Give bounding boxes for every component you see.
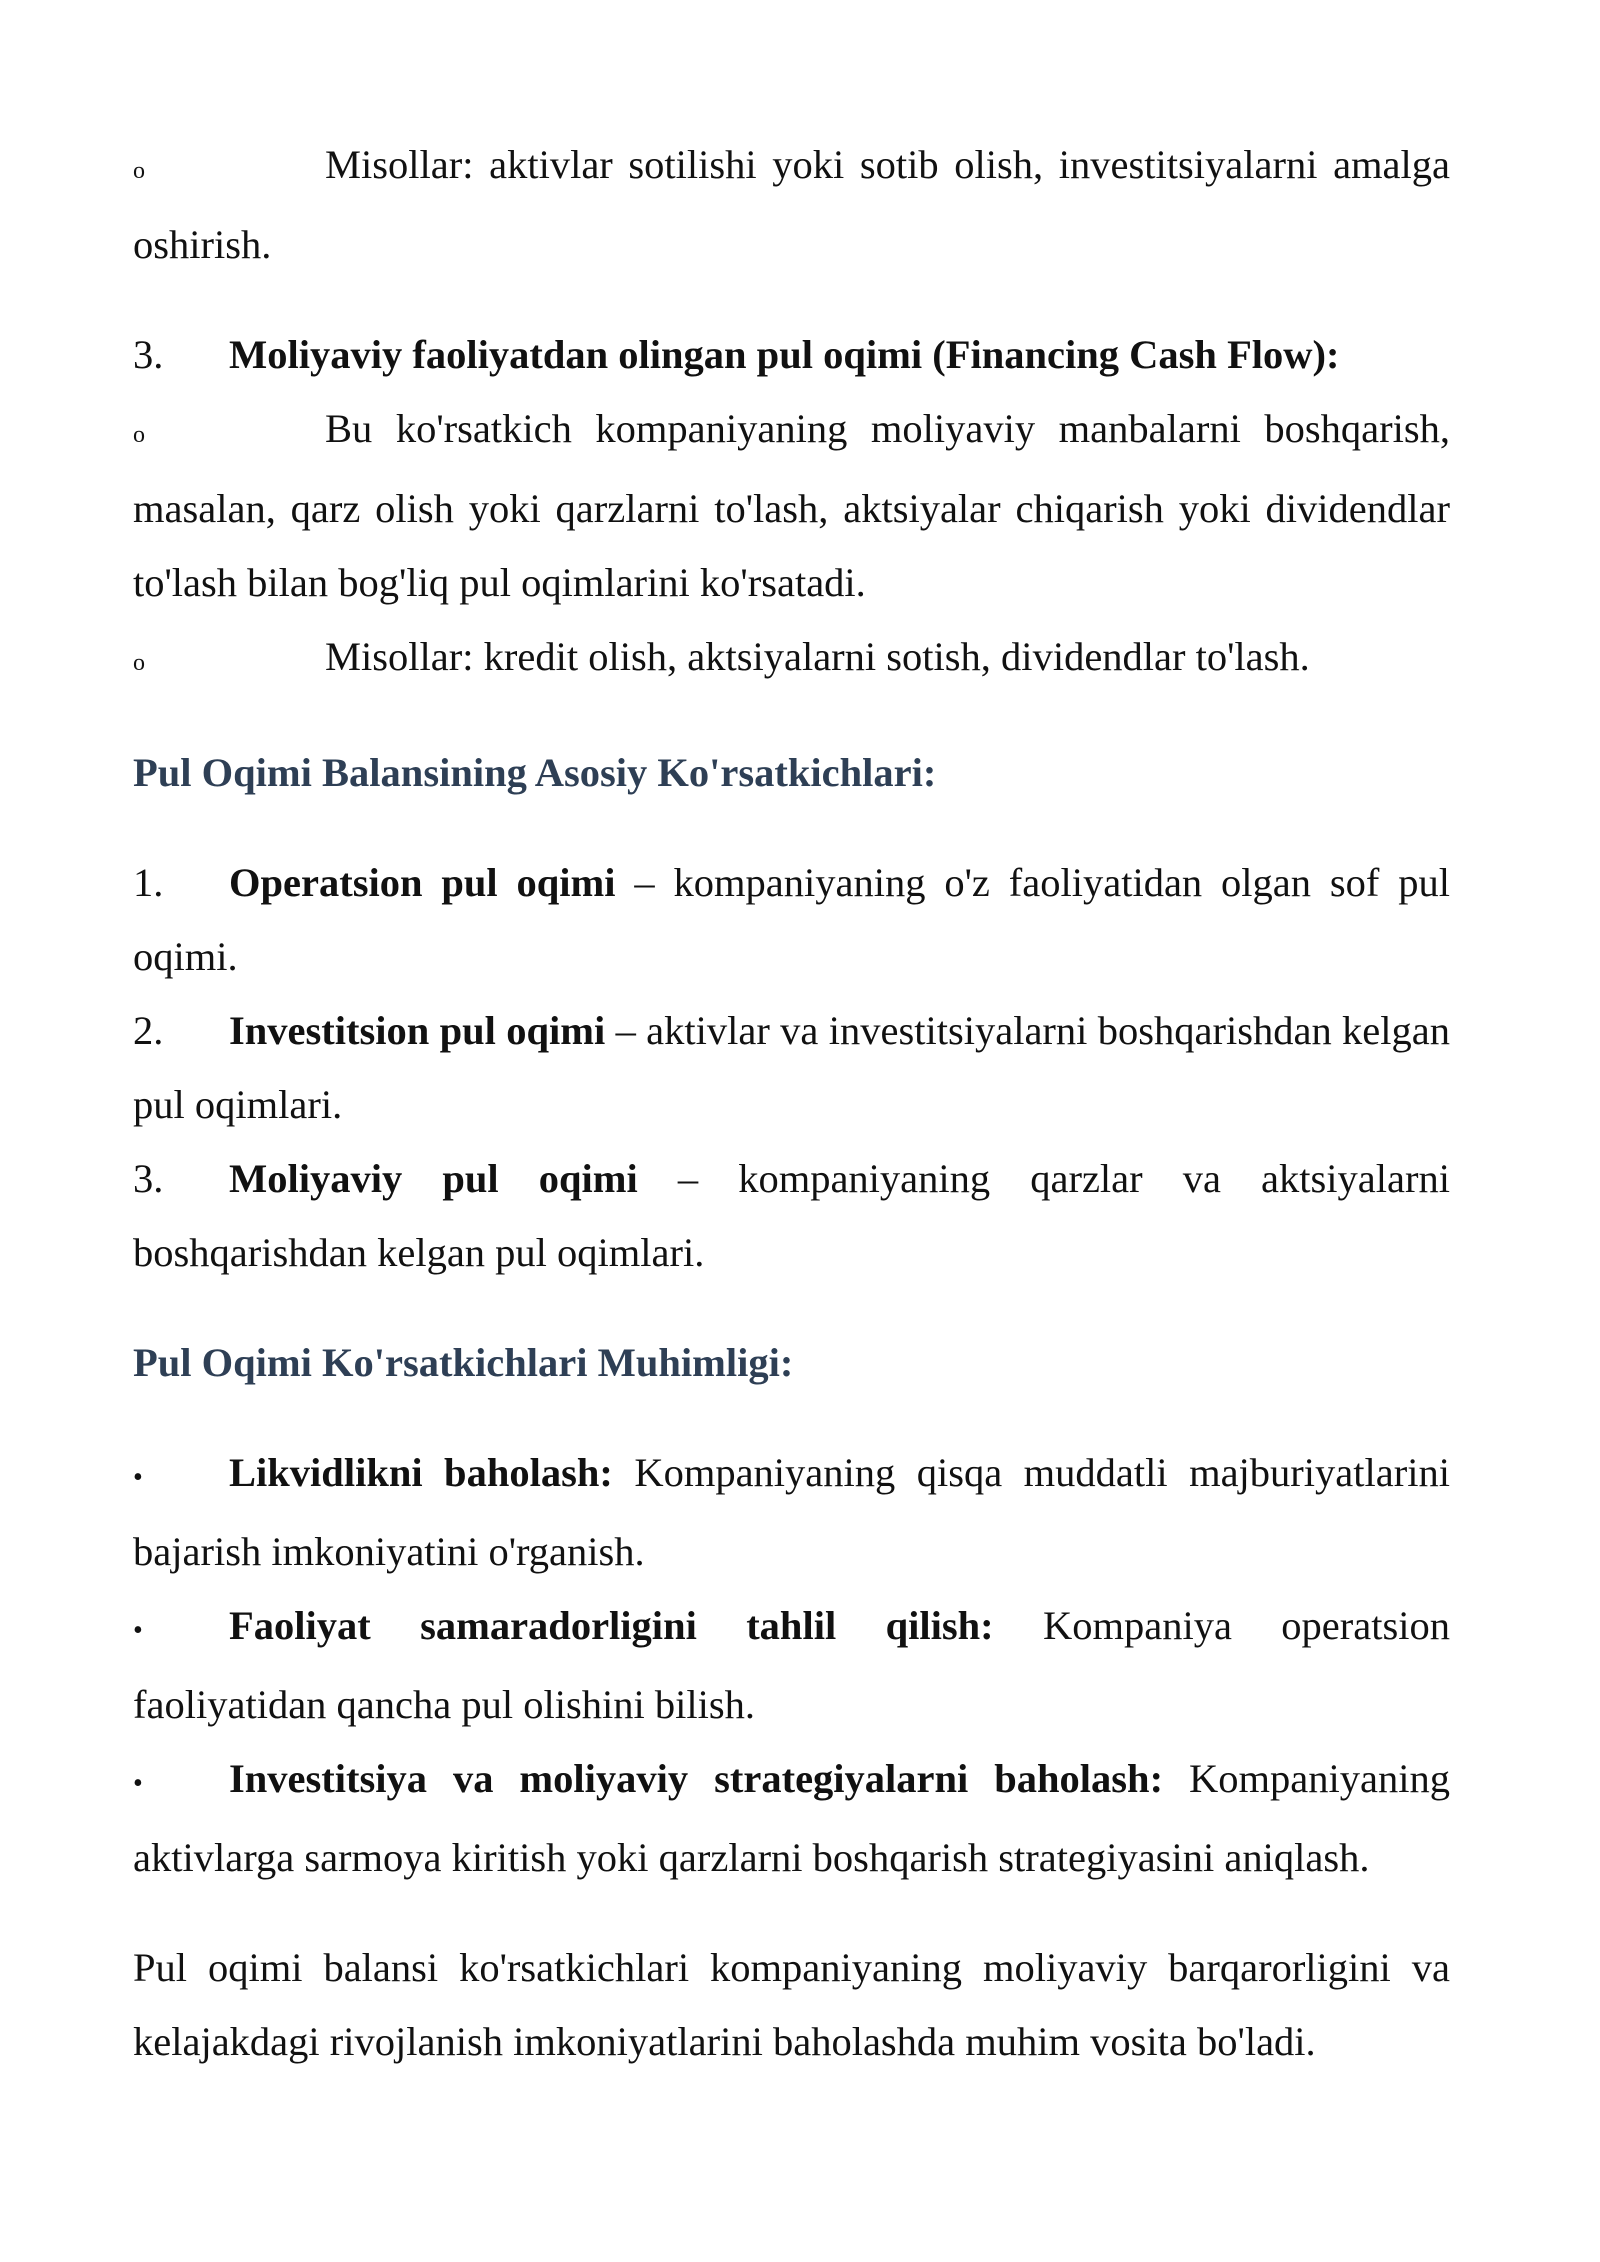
list-number: 3.	[133, 1156, 164, 1201]
bullet-item	[133, 1742, 1450, 1895]
list-item-description: – aktivlar va investitsiyalarni boshqarishdan kelgan pul oqimlari.	[133, 1008, 1450, 1127]
bullet-item-description: Kompaniya operatsion faoliyatidan qancha pul olishini bilish.	[133, 1603, 1450, 1727]
financing-examples-text: Misollar: kredit olish, aktsiyalarni sotish, dividendlar to'lash.	[325, 634, 1310, 679]
bullet-item-term: Likvidlikni baholash:	[229, 1450, 613, 1495]
list-number: 1.	[133, 860, 164, 905]
sub-bullet-marker: o	[133, 650, 145, 676]
bullet-item-description: Kompaniyaning aktivlarga sarmoya kiritish yoki qarzlarni boshqarish strategiyasini aniqlash.	[133, 1756, 1450, 1880]
bullet-marker: •	[133, 1462, 143, 1493]
sub-bullet-marker: o	[133, 422, 145, 448]
financing-cash-flow-item	[133, 318, 1450, 392]
bullet-item-term: Faoliyat samaradorligini tahlil qilish:	[229, 1603, 994, 1648]
list-item	[133, 1142, 1450, 1290]
list-item-term: Operatsion pul oqimi	[229, 860, 616, 905]
financing-description-item	[133, 392, 1450, 620]
list-item	[133, 994, 1450, 1142]
financing-description-text: Bu ko'rsatkich kompaniyaning moliyaviy manbalarni boshqarish, masalan, qarz olish yoki qarzlarni to'lash, aktsiyalar chiqarish yoki dividendlar to'lash bilan bog'liq pul oqimlarini ko'rsatadi.	[133, 406, 1450, 605]
section-heading-main-indicators: Pul Oqimi Balansining Asosiy Ko'rsatkichlari:	[133, 750, 937, 795]
financing-cash-flow-title: Moliyaviy faoliyatdan olingan pul oqimi (Financing Cash Flow):	[229, 332, 1340, 377]
sub-bullet-marker: o	[133, 158, 145, 184]
conclusion-paragraph: Pul oqimi balansi ko'rsatkichlari kompaniyaning moliyaviy barqarorligini va kelajakdagi rivojlanish imkoniyatlarini baholashda muhim vosita bo'ladi.	[133, 1945, 1450, 2064]
section-heading-importance: Pul Oqimi Ko'rsatkichlari Muhimligi:	[133, 1340, 794, 1385]
bullet-item-term: Investitsiya va moliyaviy strategiyalarni baholash:	[229, 1756, 1164, 1801]
list-item-description: – kompaniyaning qarzlar va aktsiyalarni boshqarishdan kelgan pul oqimlari.	[133, 1156, 1450, 1275]
financing-examples-item	[133, 620, 1450, 700]
list-item-term: Moliyaviy pul oqimi	[229, 1156, 638, 1201]
bullet-item	[133, 1436, 1450, 1589]
investing-examples-text: Misollar: aktivlar sotilishi yoki sotib olish, investitsiyalarni amalga oshirish.	[133, 142, 1450, 267]
investing-examples-item	[133, 128, 1450, 282]
bullet-marker: •	[133, 1615, 143, 1646]
list-item-term: Investitsion pul oqimi	[229, 1008, 606, 1053]
list-number: 2.	[133, 1008, 164, 1053]
bullet-item	[133, 1589, 1450, 1742]
bullet-item-description: Kompaniyaning qisqa muddatli majburiyatlarini bajarish imkoniyatini o'rganish.	[133, 1450, 1450, 1574]
list-number: 3.	[133, 332, 164, 377]
list-item	[133, 846, 1450, 994]
bullet-marker: •	[133, 1768, 143, 1799]
list-item-description: – kompaniyaning o'z faoliyatidan olgan sof pul oqimi.	[133, 860, 1450, 979]
